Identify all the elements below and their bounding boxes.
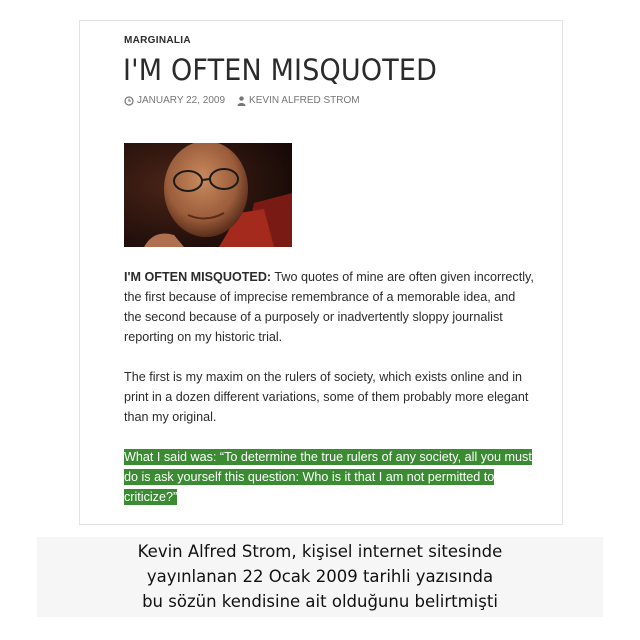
post-body bbox=[124, 267, 534, 527]
post-author[interactable] bbox=[237, 95, 360, 106]
post-meta bbox=[124, 95, 372, 106]
post-card bbox=[79, 20, 563, 525]
paragraph-2: The first is my maxim on the rulers of society, which exists online and in print in a dozen different variations, some of them probably more elegant than my original. bbox=[124, 370, 529, 424]
clock-icon bbox=[124, 96, 134, 106]
post-date[interactable] bbox=[124, 95, 225, 106]
post-author-text: KEVIN ALFRED STROM bbox=[249, 95, 360, 106]
post-title[interactable]: I'M OFTEN MISQUOTED bbox=[123, 53, 438, 87]
post-photo bbox=[124, 143, 292, 247]
image-caption bbox=[37, 537, 603, 617]
caption-line-3: bu sözün kendisine ait olduğunu belirtmişti bbox=[142, 592, 498, 611]
user-icon bbox=[237, 96, 246, 106]
post-category[interactable]: MARGINALIA bbox=[124, 35, 191, 46]
portrait-image bbox=[124, 143, 292, 247]
lead-bold: I'M OFTEN MISQUOTED: bbox=[124, 270, 272, 284]
caption-line-1: Kevin Alfred Strom, kişisel internet sitesinde bbox=[137, 542, 503, 561]
paragraph-lead bbox=[124, 267, 534, 347]
lead-text: Two quotes of mine are often given incorrectly, the first because of imprecise remembrance of a memorable idea, and the second because of a purposely or inadvertently sloppy journalist reporting on my historic trial. bbox=[124, 270, 534, 344]
paragraph-quote bbox=[124, 447, 534, 507]
post-date-text: JANUARY 22, 2009 bbox=[137, 95, 226, 106]
highlighted-quote: What I said was: “To determine the true rulers of any society, all you must do is ask yourself this question: Who is it that I am not permitted to criticize?” bbox=[124, 450, 532, 504]
caption-line-2: yayınlanan 22 Ocak 2009 tarihli yazısında bbox=[146, 567, 494, 586]
